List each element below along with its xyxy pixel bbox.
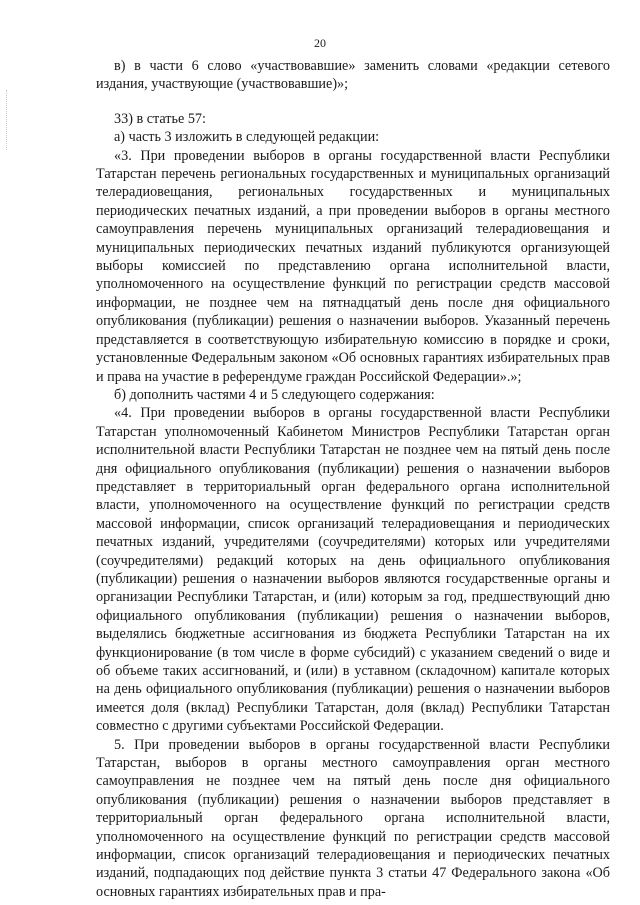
paragraph-part-5: 5. При проведении выборов в органы государственной власти Республики Татарстан, выборов в органы местного самоуправления орган местного самоуправления не позднее чем на пятый день после дня официального опубликования (публикации) решения о назначении выборов представляет в территориальный орган федерального органа исполнительной власти, уполномоченного на осуществление функций по регистрации средств массовой информации, список организаций телерадиовещания и периодических печатных изданий, подпадающих под действие пункта 3 статьи 47 Федерального закона «Об основных гарантиях избирательных прав и пра- bbox=[96, 736, 610, 900]
paragraph-item-33: 33) в статье 57: bbox=[114, 110, 206, 127]
document-body bbox=[96, 57, 610, 901]
paragraph-clause-a: а) часть 3 изложить в следующей редакции: bbox=[114, 129, 380, 146]
page-number: 20 bbox=[314, 36, 326, 50]
paragraph-clause-b: б) дополнить частями 4 и 5 следующего содержания: bbox=[114, 386, 435, 403]
scan-margin-marks bbox=[6, 90, 9, 150]
paragraph-part-4: «4. При проведении выборов в органы государственной власти Республики Татарстан уполномоченный Кабинетом Министров Республики Татарстан орган исполнительной власти Республики Татарстан не позднее чем на пятый день после дня официального опубликования (публикации) решения о назначении выборов представляет в территориальный орган федерального органа исполнительной власти, уполномоченного на осуществление функций по регистрации средств массовой информации, список организаций телерадиовещания и периодических печатных изданий, учредителями (соучредителями) которых или учредителями (соучредителями) редакций которых на день официального опубликования (публикации) решения о назначении выборов являются государственные органы и организации Республики Татарстан, и (или) которым за год, предшествующий дню официального опубликования (публикации) решения о назначении выборов, выделялись бюджетные ассигнования из бюджета Республики Татарстан на их функционирование (в том числе в форме субсидий) с указанием сведений о виде и об объеме таких ассигнований, и (или) в уставном (складочном) капитале которых на день официального опубликования (публикации) решения о назначении выборов имеется доля (вклад) Республики Татарстан, доля (вклад) Республики Татарстан совместно с другими субъектами Российской Федерации. bbox=[96, 405, 610, 735]
paragraph-clause-v: в) в части 6 слово «участвовавшие» заменить словами «редакции сетевого издания, участвующие (участвовавшие)»; bbox=[96, 58, 610, 93]
paragraph-part-3: «3. При проведении выборов в органы государственной власти Республики Татарстан перечень региональных государственных и муниципальных организаций телерадиовещания, региональных государственных и муниципальных периодических печатных изданий, а при проведении выборов в органы местного самоуправления перечень муниципальных организаций телерадиовещания и муниципальных периодических печатных изданий публикуются организующей выборы комиссией по представлению органа исполнительной власти, уполномоченного на осуществление функций по регистрации средств массовой информации, не позднее чем на пятнадцатый день после дня официального опубликования (публикации) решения о назначении выборов. Указанный перечень представляется в соответствующую избирательную комиссию в порядке и сроки, установленные Федеральным законом «Об основных гарантиях избирательных прав и права на участие в референдуме граждан Российской Федерации».»; bbox=[96, 147, 610, 385]
